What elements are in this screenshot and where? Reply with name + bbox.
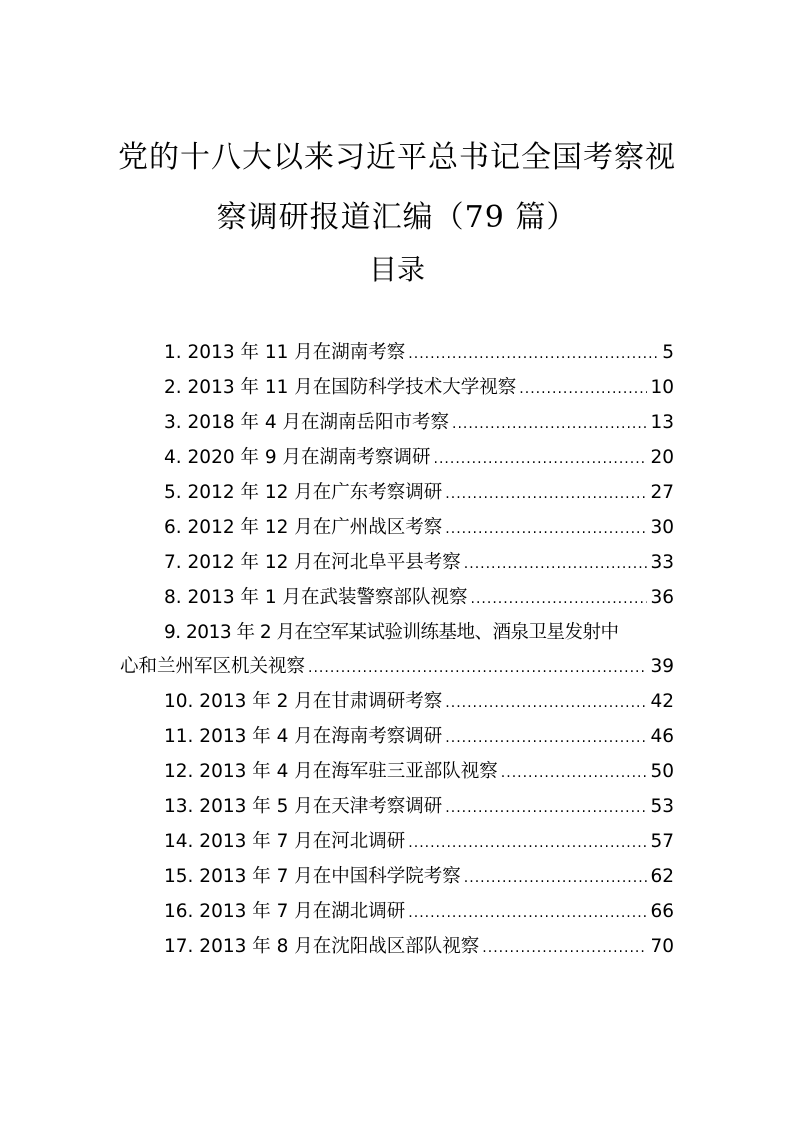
toc-entry-text: 7. 2012 年 12 月在河北阜平县考察	[164, 552, 461, 573]
toc-page-number: 33	[650, 552, 674, 573]
toc-page-number: 53	[650, 796, 674, 817]
toc-entry-1[interactable]	[120, 336, 674, 371]
toc-entry-text: 14. 2013 年 7 月在河北调研	[164, 831, 406, 852]
document-title	[0, 128, 794, 248]
toc-entry-12[interactable]	[120, 755, 674, 790]
toc-page-number: 50	[650, 761, 674, 782]
toc-leader-dots	[434, 442, 648, 476]
toc-page-number: 27	[650, 482, 674, 503]
toc-entry-5[interactable]	[120, 476, 674, 511]
toc-leader-dots	[482, 931, 647, 965]
toc-heading: 目录	[368, 253, 425, 286]
toc-page-number: 20	[650, 447, 674, 468]
toc-entry-text-first-line: 9. 2013 年 2 月在空军某试验训练基地、酒泉卫星发射中	[164, 622, 619, 643]
toc-entry-text: 10. 2013 年 2 月在甘肃调研考察	[164, 691, 443, 712]
toc-leader-dots	[519, 372, 647, 406]
toc-entry-text: 13. 2013 年 5 月在天津考察调研	[164, 796, 443, 817]
toc-leader-dots	[471, 582, 648, 616]
toc-leader-dots	[464, 861, 648, 895]
toc-entry-4[interactable]	[120, 441, 674, 476]
toc-leader-dots	[445, 721, 647, 755]
toc-page-number: 13	[650, 412, 674, 433]
toc-entry-text: 6. 2012 年 12 月在广州战区考察	[164, 517, 443, 538]
toc-entry-2[interactable]	[120, 371, 674, 406]
toc-leader-dots	[501, 756, 648, 790]
toc-entry-text: 8. 2013 年 1 月在武装警察部队视察	[164, 587, 468, 608]
toc-page-number: 66	[650, 901, 674, 922]
toc-leader-dots	[408, 337, 659, 371]
toc-entry-13[interactable]	[120, 790, 674, 825]
toc-leader-dots	[452, 407, 647, 441]
toc-entry-14[interactable]	[120, 825, 674, 860]
toc-page-number: 5	[662, 342, 674, 363]
toc-page-number: 10	[650, 377, 674, 398]
toc-entry-text: 12. 2013 年 4 月在海军驻三亚部队视察	[164, 761, 498, 782]
toc-entry-9[interactable]	[120, 616, 674, 685]
toc-entry-3[interactable]	[120, 406, 674, 441]
toc-entry-8[interactable]	[120, 581, 674, 616]
toc-entry-text: 17. 2013 年 8 月在沈阳战区部队视察	[164, 936, 480, 957]
toc-entry-15[interactable]	[120, 860, 674, 895]
table-of-contents	[120, 336, 674, 965]
toc-entry-text: 15. 2013 年 7 月在中国科学院考察	[164, 866, 461, 887]
toc-page-number: 42	[650, 691, 674, 712]
toc-page-number: 70	[650, 936, 674, 957]
toc-page-number: 36	[650, 587, 674, 608]
toc-entry-11[interactable]	[120, 720, 674, 755]
toc-entry-text: 5. 2012 年 12 月在广东考察调研	[164, 482, 443, 503]
toc-entry-10[interactable]	[120, 685, 674, 720]
toc-page-number: 30	[650, 517, 674, 538]
toc-page-number: 39	[650, 656, 674, 677]
toc-leader-dots	[445, 512, 647, 546]
toc-entry-17[interactable]	[120, 930, 674, 965]
toc-page-number: 57	[650, 831, 674, 852]
toc-entry-7[interactable]	[120, 546, 674, 581]
toc-entry-text: 1. 2013 年 11 月在湖南考察	[164, 342, 406, 363]
toc-page-number: 62	[650, 866, 674, 887]
toc-leader-dots	[408, 896, 647, 930]
toc-entry-text: 2. 2013 年 11 月在国防科学技术大学视察	[164, 377, 517, 398]
toc-entry-text: 3. 2018 年 4 月在湖南岳阳市考察	[164, 412, 450, 433]
toc-entry-6[interactable]	[120, 511, 674, 546]
toc-entry-text: 11. 2013 年 4 月在海南考察调研	[164, 726, 443, 747]
toc-leader-dots	[445, 791, 647, 825]
toc-page-number: 46	[650, 726, 674, 747]
toc-entry-text-continued: 心和兰州军区机关视察	[120, 656, 306, 677]
toc-entry-text: 16. 2013 年 7 月在湖北调研	[164, 901, 406, 922]
title-line-1: 党的十八大以来习近平总书记全国考察视	[118, 140, 676, 175]
title-line-2: 察调研报道汇编（79 篇）	[216, 200, 578, 235]
toc-leader-dots	[445, 686, 647, 720]
toc-entry-16[interactable]	[120, 895, 674, 930]
toc-leader-dots	[464, 547, 648, 581]
toc-leader-dots	[408, 826, 647, 860]
toc-leader-dots	[308, 651, 647, 685]
toc-entry-text: 4. 2020 年 9 月在湖南考察调研	[164, 447, 431, 468]
toc-leader-dots	[445, 477, 647, 511]
